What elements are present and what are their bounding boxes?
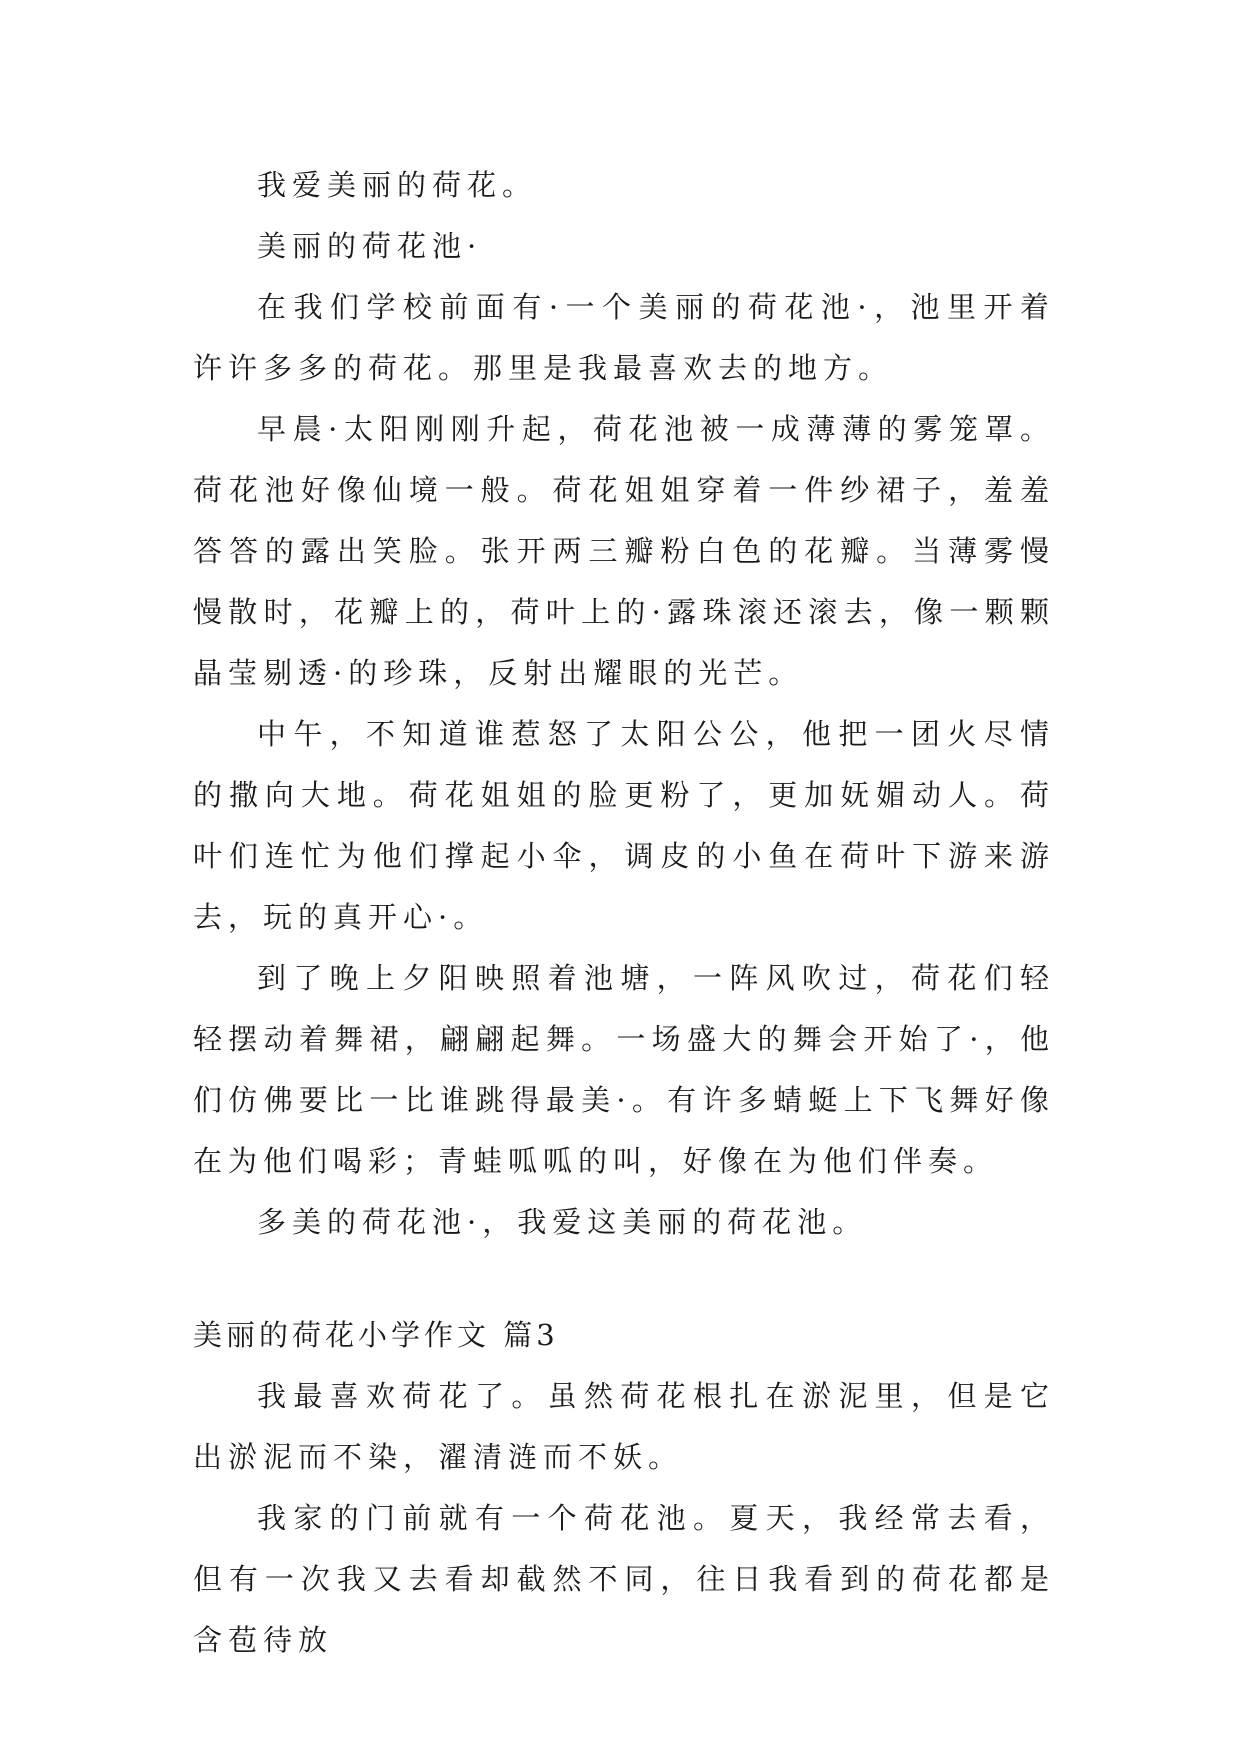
paragraph: 中午，不知道谁惹怒了太阳公公，他把一团火尽情的撒向大地。荷花姐姐的脸更粉了，更加妩媚动人。荷叶们连忙为他们撑起小伞，调皮的小鱼在荷叶下游来游去，玩的真开心·。	[193, 717, 1055, 934]
paragraph: 早晨·太阳刚刚升起，荷花池被一成薄薄的雾笼罩。荷花池好像仙境一般。荷花姐姐穿着一件纱裙子，羞羞答答的露出笑脸。张开两三瓣粉白色的花瓣。当薄雾慢慢散时，花瓣上的，荷叶上的·露珠滚还滚去，像一颗颗晶莹剔透·的珍珠，反射出耀眼的光芒。	[193, 412, 1055, 690]
paragraph: 我家的门前就有一个荷花池。夏天，我经常去看，但有一次我又去看却截然不同，往日我看到的荷花都是含苞待放	[193, 1501, 1055, 1657]
paragraph: 到了晚上夕阳映照着池塘，一阵风吹过，荷花们轻轻摆动着舞裙，翩翩起舞。一场盛大的舞会开始了·，他们仿佛要比一比谁跳得最美·。有许多蜻蜓上下飞舞好像在为他们喝彩；青蛙呱呱的叫，好像在为他们伴奏。	[193, 961, 1055, 1178]
paragraph: 在我们学校前面有·一个美丽的荷花池·，池里开着许许多多的荷花。那里是我最喜欢去的地方。	[193, 290, 1055, 385]
paragraph: 美丽的荷花池·	[257, 229, 483, 263]
section-heading: 美丽的荷花小学作文 篇3	[193, 1318, 559, 1352]
paragraph: 多美的荷花池·，我爱这美丽的荷花池。	[257, 1205, 868, 1239]
paragraph: 我最喜欢荷花了。虽然荷花根扎在淤泥里，但是它出淤泥而不染，濯清涟而不妖。	[193, 1379, 1055, 1474]
paragraph: 我爱美丽的荷花。	[257, 168, 538, 202]
section-spacer	[193, 1253, 1055, 1305]
document-body	[193, 155, 1055, 1671]
